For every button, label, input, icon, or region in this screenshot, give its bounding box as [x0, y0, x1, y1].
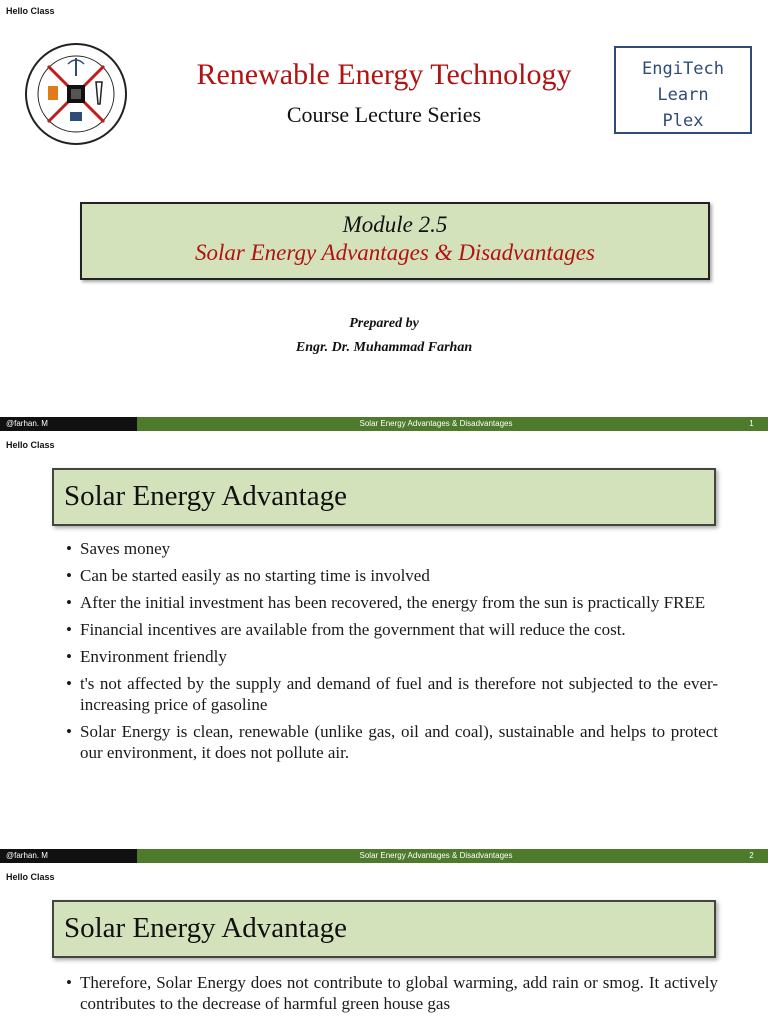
slide-3 — [0, 866, 768, 1024]
slide-heading-box — [52, 468, 716, 526]
slide-1 — [0, 0, 768, 434]
slide-heading-box — [52, 900, 716, 958]
module-title: Solar Energy Advantages & Disadvantages — [195, 240, 595, 265]
footer-title: Solar Energy Advantages & Disadvantages — [137, 849, 735, 863]
bullet-item: • t's not affected by the supply and demand of fuel and is therefore not subjected to the ever-increasing price of gasoline — [66, 673, 718, 715]
slide-heading: Solar Energy Advantage — [64, 480, 347, 512]
footer-page-number: 2 — [735, 849, 768, 863]
brand-box — [614, 46, 752, 134]
slide-footer — [0, 849, 768, 863]
bullet-item: • Environment friendly — [66, 646, 718, 667]
footer-author: @farhan. M — [0, 417, 137, 431]
brand-line: Learn — [657, 85, 709, 105]
prepared-by-label: Prepared by — [349, 316, 419, 331]
bullet-item: • Financial incentives are available from the government that will reduce the cost. — [66, 619, 718, 640]
footer-title: Solar Energy Advantages & Disadvantages — [137, 417, 735, 431]
slide-footer — [0, 417, 768, 431]
bullet-item: • Therefore, Solar Energy does not contribute to global warming, add rain or smog. It actively contributes to the decrease of harmful green house gas — [66, 972, 718, 1014]
course-title: Renewable Energy Technology — [196, 58, 572, 91]
module-box — [80, 202, 710, 280]
bullet-list — [66, 538, 718, 769]
header-note: Hello Class — [6, 872, 55, 882]
bullet-list — [66, 972, 718, 1020]
bullet-item: • Can be started easily as no starting time is involved — [66, 565, 718, 586]
footer-page-number: 1 — [735, 417, 768, 431]
brand-line: EngiTech — [642, 59, 724, 79]
bullet-item: • Saves money — [66, 538, 718, 559]
header-note: Hello Class — [6, 6, 55, 16]
bullet-item: • After the initial investment has been recovered, the energy from the sun is practically FREE — [66, 592, 718, 613]
slide-2 — [0, 434, 768, 866]
header-note: Hello Class — [6, 440, 55, 450]
author-name: Engr. Dr. Muhammad Farhan — [295, 340, 473, 355]
brand-line: Plex — [662, 111, 704, 131]
footer-author: @farhan. M — [0, 849, 137, 863]
course-subtitle: Course Lecture Series — [286, 102, 482, 127]
module-number: Module 2.5 — [342, 212, 448, 237]
slide-heading: Solar Energy Advantage — [64, 912, 347, 944]
bullet-item: • Solar Energy is clean, renewable (unlike gas, oil and coal), sustainable and helps to protect our environment, it does not pollute air. — [66, 721, 718, 763]
engitech-logo-icon — [24, 42, 128, 146]
